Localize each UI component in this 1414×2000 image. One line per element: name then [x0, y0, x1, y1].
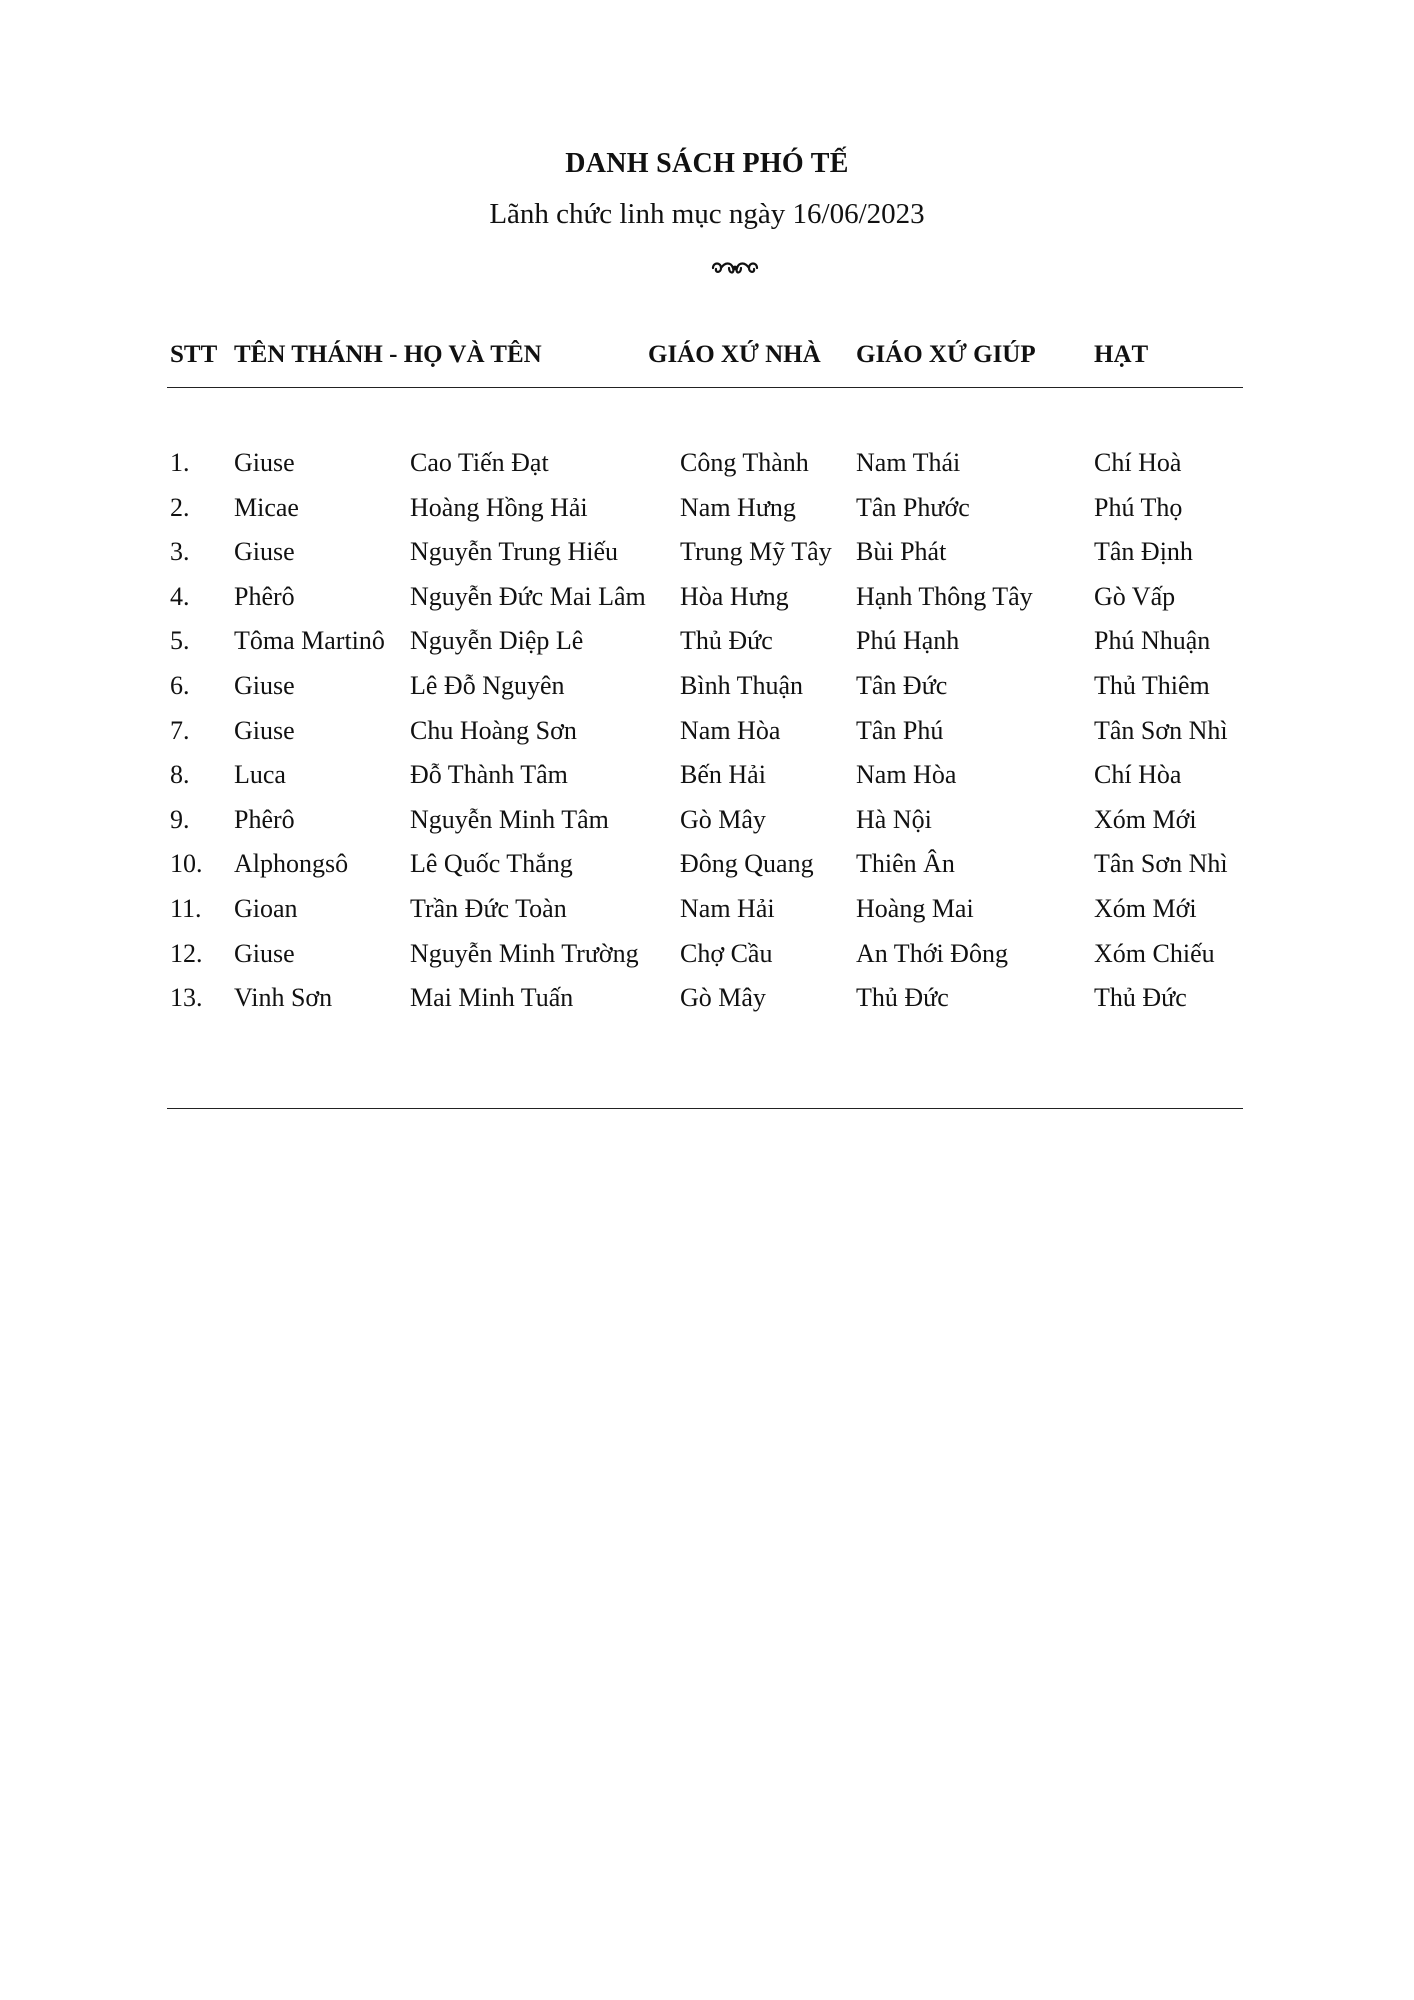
row-number: 8.	[170, 760, 190, 790]
row-help-parish: Hà Nội	[856, 804, 932, 834]
row-full-name: Chu Hoàng Sơn	[410, 715, 577, 745]
row-saint-name: Gioan	[234, 893, 298, 923]
row-full-name: Nguyễn Diệp Lê	[410, 626, 584, 656]
row-saint-name: Phêrô	[234, 581, 295, 611]
header-deanery: HẠT	[1094, 341, 1149, 368]
table-row	[0, 537, 1414, 582]
row-help-parish: Hạnh Thông Tây	[856, 581, 1033, 611]
row-home-parish: Công Thành	[680, 448, 809, 477]
row-saint-name: Micae	[234, 492, 299, 522]
row-number: 5.	[170, 626, 190, 656]
row-help-parish: Thiên Ân	[856, 849, 955, 879]
page-subtitle: Lãnh chức linh mục ngày 16/06/2023	[489, 198, 925, 230]
row-deanery: Gò Vấp	[1094, 581, 1176, 611]
row-home-parish: Nam Hòa	[680, 715, 781, 745]
row-help-parish: Tân Phước	[856, 492, 970, 522]
row-full-name: Lê Quốc Thắng	[410, 849, 573, 879]
page-title: DANH SÁCH PHÓ TẾ	[565, 148, 849, 179]
row-deanery: Thủ Đức	[1094, 983, 1187, 1013]
row-saint-name: Tôma Martinô	[234, 626, 385, 656]
row-saint-name: Giuse	[234, 537, 295, 567]
table-row	[0, 849, 1414, 894]
row-help-parish: Phú Hạnh	[856, 626, 960, 656]
row-home-parish: Gò Mây	[680, 983, 766, 1013]
table-row	[0, 939, 1414, 984]
row-full-name: Nguyễn Minh Trường	[410, 938, 639, 968]
row-home-parish: Trung Mỹ Tây	[680, 537, 832, 567]
table-row	[0, 760, 1414, 805]
row-deanery: Chí Hòa	[1094, 760, 1182, 790]
row-saint-name: Giuse	[234, 448, 295, 477]
row-saint-name: Giuse	[234, 670, 295, 700]
table-row	[0, 582, 1414, 627]
row-deanery: Xóm Mới	[1094, 893, 1197, 923]
row-deanery: Tân Định	[1094, 537, 1193, 567]
table-row	[0, 983, 1414, 1028]
row-deanery: Tân Sơn Nhì	[1094, 715, 1228, 745]
row-number: 6.	[170, 670, 190, 700]
row-saint-name: Vinh Sơn	[234, 983, 333, 1013]
row-full-name: Nguyễn Minh Tâm	[410, 804, 609, 834]
table-row	[0, 805, 1414, 850]
row-full-name: Mai Minh Tuấn	[410, 983, 574, 1013]
row-full-name: Lê Đỗ Nguyên	[410, 670, 565, 700]
row-saint-name: Luca	[234, 760, 286, 790]
row-home-parish: Hòa Hưng	[680, 581, 789, 611]
table-row	[0, 716, 1414, 761]
row-full-name: Trần Đức Toàn	[410, 893, 567, 923]
deacon-list	[0, 448, 1414, 1028]
row-number: 4.	[170, 581, 190, 611]
row-home-parish: Gò Mây	[680, 804, 766, 834]
table-row	[0, 671, 1414, 716]
row-help-parish: An Thới Đông	[856, 938, 1008, 968]
row-saint-name: Giuse	[234, 938, 295, 968]
scroll-ornament-icon	[705, 256, 765, 280]
row-deanery: Xóm Mới	[1094, 804, 1197, 834]
header-help-parish: GIÁO XỨ GIÚP	[856, 341, 1036, 368]
row-help-parish: Tân Phú	[856, 715, 944, 745]
table-header	[0, 341, 1414, 377]
row-deanery: Chí Hoà	[1094, 448, 1182, 477]
row-number: 11.	[170, 893, 202, 923]
row-number: 13.	[170, 983, 203, 1013]
row-number: 10.	[170, 849, 203, 879]
row-number: 1.	[170, 448, 190, 477]
row-number: 3.	[170, 537, 190, 567]
row-number: 12.	[170, 938, 203, 968]
table-row	[0, 448, 1414, 493]
table-row	[0, 626, 1414, 671]
row-help-parish: Nam Hòa	[856, 760, 957, 790]
row-full-name: Hoàng Hồng Hải	[410, 492, 588, 522]
row-saint-name: Giuse	[234, 715, 295, 745]
row-full-name: Nguyễn Trung Hiếu	[410, 537, 619, 567]
row-number: 7.	[170, 715, 190, 745]
header-home-parish: GIÁO XỨ NHÀ	[648, 341, 821, 368]
row-help-parish: Thủ Đức	[856, 983, 949, 1013]
row-full-name: Nguyễn Đức Mai Lâm	[410, 581, 646, 611]
table-row	[0, 493, 1414, 538]
row-help-parish: Hoàng Mai	[856, 893, 974, 923]
row-home-parish: Chợ Cầu	[680, 938, 773, 968]
row-home-parish: Bến Hải	[680, 760, 766, 790]
row-help-parish: Tân Đức	[856, 670, 948, 700]
header-divider	[167, 387, 1243, 388]
row-saint-name: Alphongsô	[234, 849, 349, 879]
row-home-parish: Bình Thuận	[680, 670, 804, 700]
header-stt: STT	[170, 341, 218, 368]
row-home-parish: Thủ Đức	[680, 626, 773, 656]
row-number: 2.	[170, 492, 190, 522]
row-help-parish: Bùi Phát	[856, 537, 947, 567]
row-home-parish: Nam Hải	[680, 893, 775, 923]
row-home-parish: Đông Quang	[680, 849, 814, 879]
row-help-parish: Nam Thái	[856, 448, 961, 477]
row-deanery: Xóm Chiếu	[1094, 938, 1215, 968]
row-full-name: Cao Tiến Đạt	[410, 448, 549, 477]
row-number: 9.	[170, 804, 190, 834]
row-full-name: Đỗ Thành Tâm	[410, 760, 568, 790]
table-row	[0, 894, 1414, 939]
footer-divider	[167, 1108, 1243, 1109]
row-deanery: Tân Sơn Nhì	[1094, 849, 1228, 879]
row-saint-name: Phêrô	[234, 804, 295, 834]
row-deanery: Thủ Thiêm	[1094, 670, 1210, 700]
row-deanery: Phú Nhuận	[1094, 626, 1211, 656]
header-name: TÊN THÁNH - HỌ VÀ TÊN	[234, 341, 542, 368]
row-deanery: Phú Thọ	[1094, 492, 1183, 522]
row-home-parish: Nam Hưng	[680, 492, 796, 522]
